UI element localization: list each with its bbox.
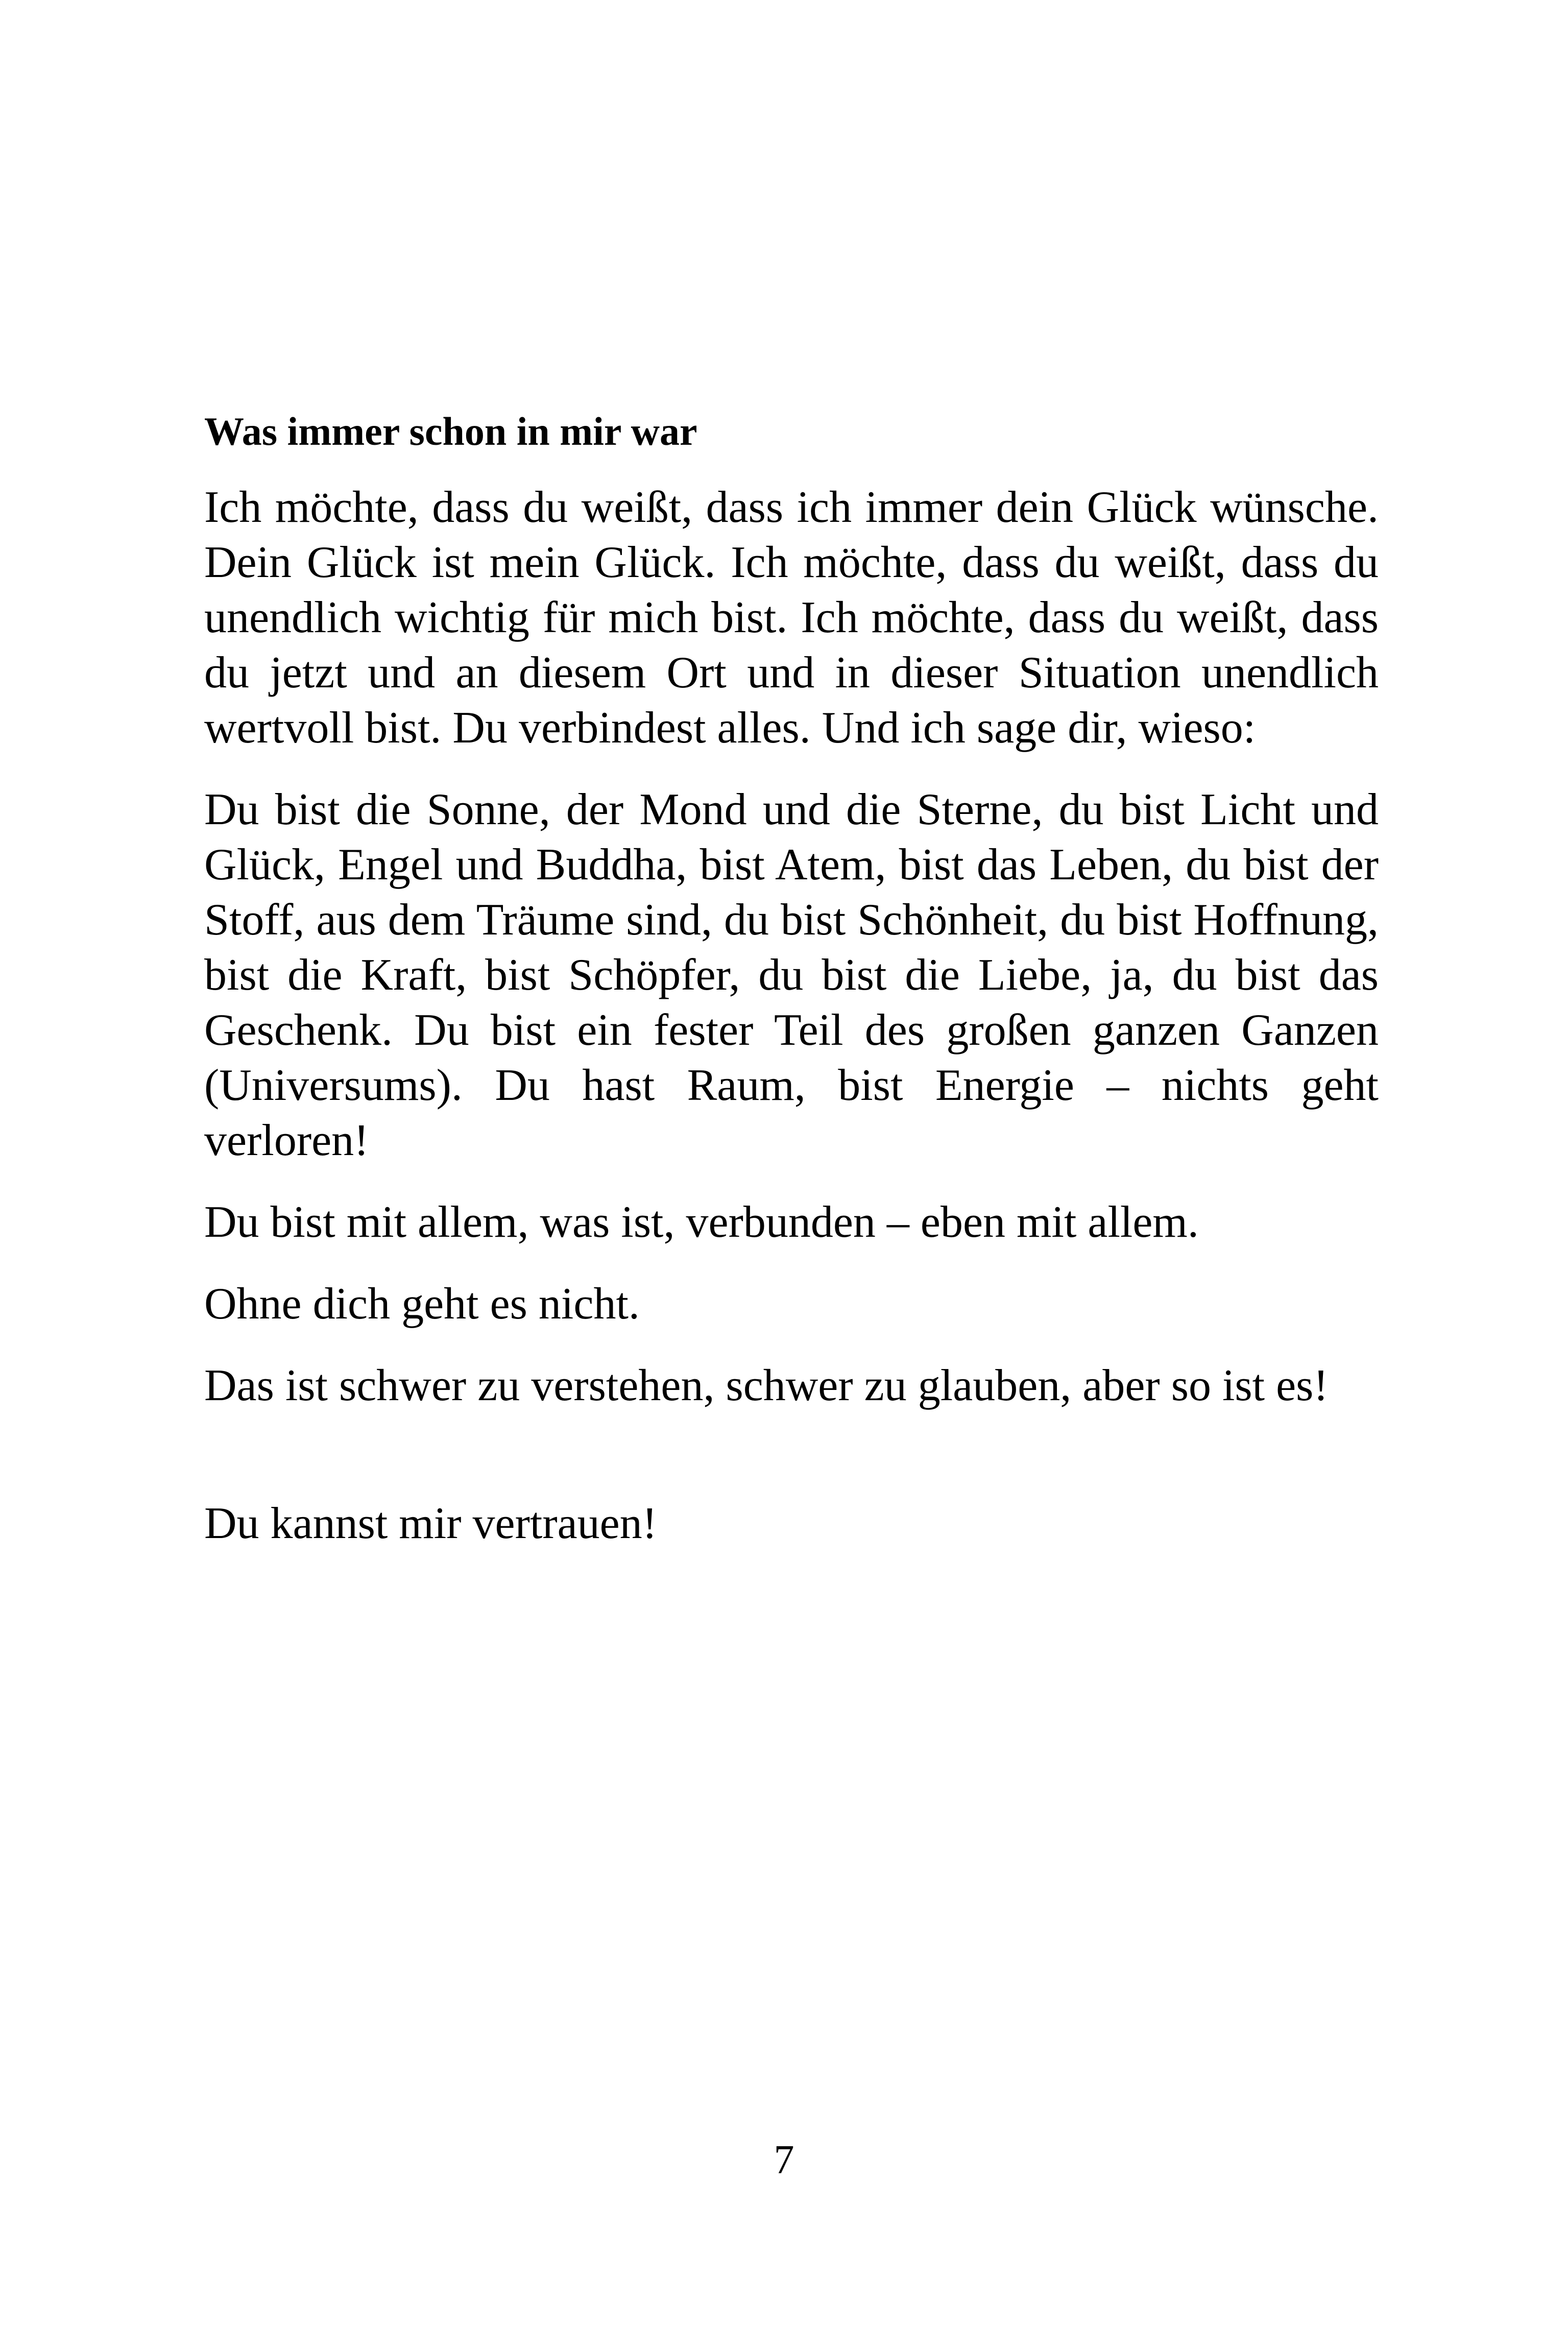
page-number: 7 [774,2138,794,2182]
paragraph-3: Du bist mit allem, was ist, verbunden – eben mit allem. [204,1197,1199,1247]
closing-line: Du kannst mir vertrauen! [204,1499,658,1548]
paragraph-5: Das ist schwer zu verstehen, schwer zu glauben, aber so ist es! [204,1361,1329,1410]
spacer [204,1440,1379,1496]
paragraph-4: Ohne dich geht es nicht. [204,1279,640,1329]
paragraph-1: Ich möchte, dass du weißt, dass ich immer dein Glück wünsche. Dein Glück ist mein Glück. Ich möchte, dass du weißt, dass du unendlich wichtig für mich bist. Ich möchte, dass du weißt, dass du jetzt und an diesem Ort und in dieser Situation unendlich wertvoll bist. Du verbindest alles. Und ich sage dir, wieso: [204,483,1379,753]
text-block [204,403,1379,1578]
section-heading: Was immer schon in mir war [204,409,697,453]
paragraph-2: Du bist die Sonne, der Mond und die Sterne, du bist Licht und Glück, Engel und Buddha, bist Atem, bist das Leben, du bist der Stoff, aus dem Träume sind, du bist Schönheit, du bist Hoffnung, bist die Kraft, bist Schöpfer, du bist die Liebe, ja, du bist das Geschenk. Du bist ein fester Teil des großen ganzen Ganzen (Universums). Du hast Raum, bist Energie – nichts geht verloren! [204,785,1379,1165]
